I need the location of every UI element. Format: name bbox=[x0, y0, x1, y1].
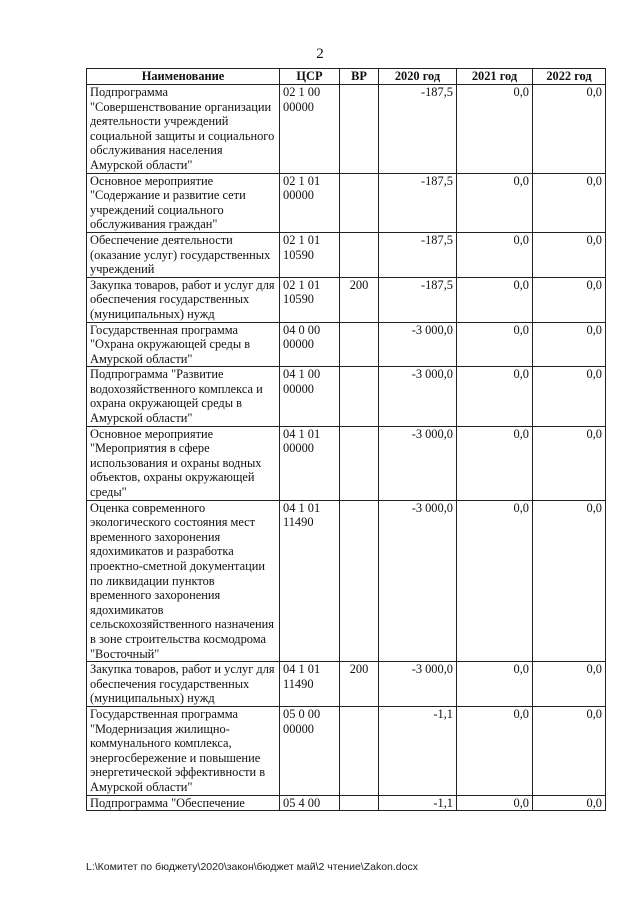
row-vr bbox=[340, 85, 379, 174]
header-vr: ВР bbox=[340, 69, 379, 85]
row-2021: 0,0 bbox=[457, 85, 533, 174]
row-vr bbox=[340, 706, 379, 795]
row-vr bbox=[340, 500, 379, 662]
table-row bbox=[87, 367, 606, 426]
header-name: Наименование bbox=[87, 69, 280, 85]
table-row bbox=[87, 173, 606, 232]
page-number: 2 bbox=[316, 46, 324, 62]
row-name: Закупка товаров, работ и услуг для обеспечения государственных (муниципальных) нужд bbox=[87, 277, 280, 322]
row-vr bbox=[340, 367, 379, 426]
table-row bbox=[87, 277, 606, 322]
row-name: Подпрограмма "Развитие водохозяйственного комплекса и охрана окружающей среды в Амурской области" bbox=[87, 367, 280, 426]
table-row bbox=[87, 232, 606, 277]
header-2021: 2021 год bbox=[457, 69, 533, 85]
row-2021: 0,0 bbox=[457, 367, 533, 426]
row-2020: -3 000,0 bbox=[379, 662, 457, 707]
row-csr: 02 1 01 10590 bbox=[280, 232, 340, 277]
table-row bbox=[87, 662, 606, 707]
row-2022: 0,0 bbox=[533, 232, 606, 277]
row-csr: 05 4 00 bbox=[280, 795, 340, 811]
header-2020: 2020 год bbox=[379, 69, 457, 85]
row-2022: 0,0 bbox=[533, 795, 606, 811]
row-2020: -1,1 bbox=[379, 795, 457, 811]
row-2022: 0,0 bbox=[533, 662, 606, 707]
header-csr: ЦСР bbox=[280, 69, 340, 85]
footer-file-path: L:\Комитет по бюджету\2020\закон\бюджет май\2 чтение\Zakon.docx bbox=[86, 861, 418, 873]
row-vr bbox=[340, 795, 379, 811]
row-vr bbox=[340, 173, 379, 232]
row-2020: -3 000,0 bbox=[379, 322, 457, 367]
row-2021: 0,0 bbox=[457, 706, 533, 795]
row-2020: -3 000,0 bbox=[379, 500, 457, 662]
row-2022: 0,0 bbox=[533, 322, 606, 367]
table-row bbox=[87, 322, 606, 367]
table-row bbox=[87, 706, 606, 795]
table-row bbox=[87, 426, 606, 500]
header-2022: 2022 год bbox=[533, 69, 606, 85]
row-2021: 0,0 bbox=[457, 795, 533, 811]
row-name: Оценка современного экологического состояния мест временного захоронения ядохимикатов и разработка проектно-сметной документации по ликвидации пунктов временного захоронения ядохимикатов сельскохозяйственного назначения в зоне строительства космодрома "Восточный" bbox=[87, 500, 280, 662]
row-2022: 0,0 bbox=[533, 367, 606, 426]
row-2020: -187,5 bbox=[379, 277, 457, 322]
row-2022: 0,0 bbox=[533, 426, 606, 500]
budget-table bbox=[86, 68, 606, 811]
row-name: Закупка товаров, работ и услуг для обеспечения государственных (муниципальных) нужд bbox=[87, 662, 280, 707]
row-vr: 200 bbox=[340, 277, 379, 322]
row-name: Обеспечение деятельности (оказание услуг) государственных учреждений bbox=[87, 232, 280, 277]
row-2022: 0,0 bbox=[533, 500, 606, 662]
row-2020: -187,5 bbox=[379, 232, 457, 277]
row-2021: 0,0 bbox=[457, 662, 533, 707]
row-2021: 0,0 bbox=[457, 173, 533, 232]
row-name: Подпрограмма "Обеспечение bbox=[87, 795, 280, 811]
row-vr: 200 bbox=[340, 662, 379, 707]
row-2022: 0,0 bbox=[533, 277, 606, 322]
row-2020: -3 000,0 bbox=[379, 426, 457, 500]
table-row bbox=[87, 795, 606, 811]
table-row bbox=[87, 500, 606, 662]
row-csr: 02 1 00 00000 bbox=[280, 85, 340, 174]
row-2022: 0,0 bbox=[533, 706, 606, 795]
table-row bbox=[87, 85, 606, 174]
row-csr: 04 0 00 00000 bbox=[280, 322, 340, 367]
row-2021: 0,0 bbox=[457, 426, 533, 500]
row-2021: 0,0 bbox=[457, 232, 533, 277]
row-name: Подпрограмма "Совершенствование организации деятельности учреждений социальной защиты и социального обслуживания населения Амурской области" bbox=[87, 85, 280, 174]
row-2022: 0,0 bbox=[533, 85, 606, 174]
row-vr bbox=[340, 322, 379, 367]
row-2021: 0,0 bbox=[457, 322, 533, 367]
row-csr: 02 1 01 10590 bbox=[280, 277, 340, 322]
row-name: Основное мероприятие "Мероприятия в сфере использования и охраны водных объектов, охраны окружающей среды" bbox=[87, 426, 280, 500]
row-csr: 04 1 01 11490 bbox=[280, 662, 340, 707]
row-2021: 0,0 bbox=[457, 500, 533, 662]
row-name: Государственная программа "Модернизация жилищно-коммунального комплекса, энергосбережение и повышение энергетической эффективности в Амурской области" bbox=[87, 706, 280, 795]
row-name: Основное мероприятие "Содержание и развитие сети учреждений социального обслуживания граждан" bbox=[87, 173, 280, 232]
row-2020: -187,5 bbox=[379, 173, 457, 232]
row-csr: 04 1 01 11490 bbox=[280, 500, 340, 662]
table-header-row bbox=[87, 69, 606, 85]
row-csr: 04 1 00 00000 bbox=[280, 367, 340, 426]
row-csr: 02 1 01 00000 bbox=[280, 173, 340, 232]
row-vr bbox=[340, 232, 379, 277]
row-csr: 04 1 01 00000 bbox=[280, 426, 340, 500]
row-vr bbox=[340, 426, 379, 500]
row-2021: 0,0 bbox=[457, 277, 533, 322]
row-csr: 05 0 00 00000 bbox=[280, 706, 340, 795]
row-name: Государственная программа "Охрана окружающей среды в Амурской области" bbox=[87, 322, 280, 367]
row-2020: -1,1 bbox=[379, 706, 457, 795]
row-2020: -187,5 bbox=[379, 85, 457, 174]
row-2020: -3 000,0 bbox=[379, 367, 457, 426]
row-2022: 0,0 bbox=[533, 173, 606, 232]
